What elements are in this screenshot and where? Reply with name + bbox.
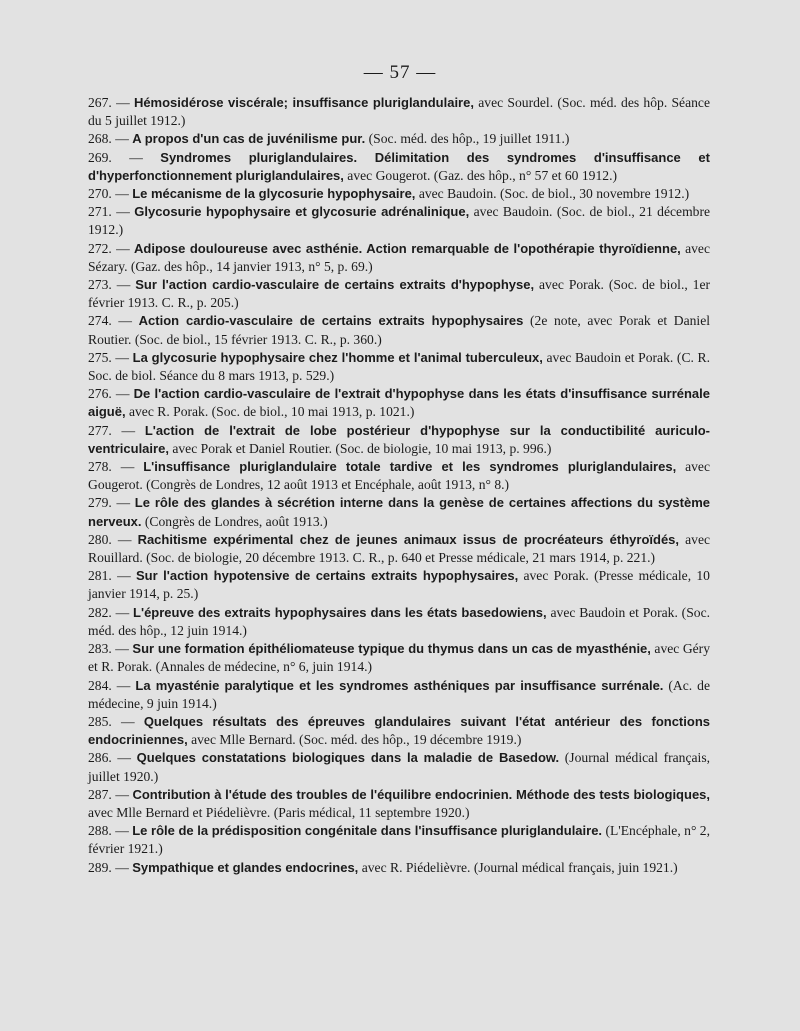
bibliography-list bbox=[88, 94, 710, 877]
bibliography-entry: 274. — Action cardio-vasculaire de certains extraits hypophysaires (2e note, avec Porak et Daniel Routier. (Soc. de biol., 15 février 1913. C. R., p. 360.) bbox=[88, 313, 711, 347]
entry-number: 273. bbox=[88, 277, 112, 293]
entry-number: 270. bbox=[88, 186, 112, 202]
entry-title: Le mécanisme de la glycosurie hypophysaire, bbox=[132, 186, 416, 202]
entry-title: Sur une formation épithéliomateuse typique du thymus dans un cas de myasthénie, bbox=[132, 641, 651, 657]
entry-title: Sympathique et glandes endocrines, bbox=[132, 859, 359, 875]
entry-citation: (Ac. de médecine, 9 juin 1914.) bbox=[88, 677, 710, 711]
entry-title: Quelques constatations biologiques dans la maladie de Basedow. bbox=[136, 750, 560, 766]
bibliography-entry: 268. — A propos d'un cas de juvénilisme pur. (Soc. méd. des hôp., 19 juillet 1911.) bbox=[88, 131, 570, 147]
entry-title: De l'action cardio-vasculaire de l'extrait d'hypophyse dans les états d'insuffisance surrénale aiguë, bbox=[88, 386, 710, 420]
entry-number: 283. bbox=[88, 641, 112, 657]
bibliography-entry: 288. — Le rôle de la prédisposition congénitale dans l'insuffisance pluriglandulaire. (L'Encéphale, n° 2, février 1921.) bbox=[88, 823, 710, 857]
entry-title: La glycosurie hypophysaire chez l'homme et l'animal tuberculeux, bbox=[132, 349, 543, 365]
entry-citation: avec Mlle Bernard. (Soc. méd. des hôp., 19 décembre 1919.) bbox=[187, 732, 522, 748]
entry-citation: avec Porak et Daniel Routier. (Soc. de biologie, 10 mai 1913, p. 996.) bbox=[168, 440, 552, 456]
entry-number: 282. bbox=[88, 604, 112, 620]
entry-number: 277. bbox=[88, 422, 112, 438]
entry-citation: avec Mlle Bernard et Piédelièvre. (Paris médical, 11 septembre 1920.) bbox=[88, 804, 470, 820]
entry-number: 286. bbox=[88, 750, 112, 766]
bibliography-entry: 279. — Le rôle des glandes à sécrétion interne dans la genèse de certaines affections du système nerveux. (Congrès de Londres, août 1913.) bbox=[88, 495, 711, 529]
entry-citation: (L'Encéphale, n° 2, février 1921.) bbox=[88, 823, 710, 857]
bibliography-entry: 271. — Glycosurie hypophysaire et glycosurie adrénalinique, avec Baudoin. (Soc. de biol., 21 décembre 1912.) bbox=[88, 204, 711, 238]
bibliography-entry: 284. — La myasténie paralytique et les syndromes asthéniques par insuffisance surrénale. (Ac. de médecine, 9 juin 1914.) bbox=[88, 677, 710, 711]
entry-number: 269. bbox=[88, 149, 112, 165]
bibliography-entry: 285. — Quelques résultats des épreuves glandulaires suivant l'état antérieur des fonctions endocriniennes, avec Mlle Bernard. (Soc. méd. des hôp., 19 décembre 1919.) bbox=[88, 713, 710, 748]
bibliography-entry: 281. — Sur l'action hypotensive de certains extraits hypophysaires, avec Porak. (Presse médicale, 10 janvier 1914, p. 25.) bbox=[88, 568, 710, 602]
bibliography-entry: 287. — Contribution à l'étude des troubles de l'équilibre endocrinien. Méthode des tests biologiques, avec Mlle Bernard et Piédelièvre. (Paris médical, 11 septembre 1920.) bbox=[88, 786, 711, 820]
entry-title: Le rôle de la prédisposition congénitale dans l'insuffisance pluriglandulaire. bbox=[132, 823, 603, 839]
entry-citation: avec Baudoin et Porak. (C. R. Soc. de biol. Séance du 8 mars 1913, p. 529.) bbox=[88, 349, 711, 384]
entry-citation: avec Baudoin. (Soc. de biol., 21 décembre 1912.) bbox=[88, 204, 711, 238]
page-number: — 57 — bbox=[363, 62, 437, 83]
entry-number: 287. bbox=[88, 786, 112, 802]
bibliography-entry: 278. — L'insuffisance pluriglandulaire totale tardive et les syndromes pluriglandulaires, avec Gougerot. (Congrès de Londres, 12 août 1913 et Encéphale, août 1913, n° 8.) bbox=[88, 459, 711, 493]
bibliography-entry: 283. — Sur une formation épithéliomateuse typique du thymus dans un cas de myasthénie, avec Géry et R. Porak. (Annales de médecine, n° 6, juin 1914.) bbox=[88, 641, 711, 675]
entry-citation: avec Sourdel. (Soc. méd. des hôp. Séance du 5 juillet 1912.) bbox=[88, 95, 710, 129]
entry-citation: avec Baudoin. (Soc. de biol., 30 novembre 1912.) bbox=[415, 186, 690, 202]
entry-title: Syndromes pluriglandulaires. Délimitation des syndromes d'insuffisance et d'hyperfonctionnement pluriglandulaires, bbox=[88, 149, 710, 183]
entry-number: 278. bbox=[88, 459, 112, 475]
entry-title: Rachitisme expérimental chez de jeunes animaux issus de procréateurs éthyroïdés, bbox=[137, 531, 680, 547]
bibliography-entry: 289. — Sympathique et glandes endocrines, avec R. Piédelièvre. (Journal médical français, juin 1921.) bbox=[88, 859, 678, 875]
bibliography-entry: 267. — Hémosidérose viscérale; insuffisance pluriglandulaire, avec Sourdel. (Soc. méd. des hôp. Séance du 5 juillet 1912.) bbox=[88, 95, 710, 129]
bibliography-entry: 277. — L'action de l'extrait de lobe postérieur d'hypophyse sur la conductibilité auriculo-ventriculaire, avec Porak et Daniel Routier. (Soc. de biologie, 10 mai 1913, p. 996.) bbox=[88, 422, 711, 456]
entry-title: Action cardio-vasculaire de certains extraits hypophysaires bbox=[138, 313, 524, 329]
entry-number: 275. bbox=[88, 349, 112, 365]
entry-citation: avec R. Porak. (Soc. de biol., 10 mai 1913, p. 1021.) bbox=[125, 404, 415, 420]
entry-citation: avec Gougerot. (Congrès de Londres, 12 août 1913 et Encéphale, août 1913, n° 8.) bbox=[88, 459, 711, 493]
entry-title: Le rôle des glandes à sécrétion interne dans la genèse de certaines affections du système nerveux. bbox=[88, 495, 711, 529]
entry-title: A propos d'un cas de juvénilisme pur. bbox=[132, 131, 366, 147]
entry-citation: avec Sézary. (Gaz. des hôp., 14 janvier 1913, n° 5, p. 69.) bbox=[88, 240, 711, 274]
entry-title: Glycosurie hypophysaire et glycosurie adrénalinique, bbox=[134, 204, 470, 220]
entry-number: 285. bbox=[88, 713, 112, 729]
entry-citation: avec Gougerot. (Gaz. des hôp., n° 57 et 60 1912.) bbox=[343, 167, 617, 183]
entry-title: Contribution à l'étude des troubles de l'équilibre endocrinien. Méthode des tests biologiques, bbox=[132, 786, 711, 802]
entry-number: 280. bbox=[88, 531, 112, 547]
entry-citation: avec Baudoin et Porak. (Soc. méd. des hôp., 12 juin 1914.) bbox=[88, 604, 710, 638]
entry-number: 281. bbox=[88, 568, 112, 584]
entry-number: 272. bbox=[88, 240, 112, 256]
entry-citation: avec Porak. (Presse médicale, 10 janvier 1914, p. 25.) bbox=[88, 568, 710, 602]
entry-citation: (Congrès de Londres, août 1913.) bbox=[141, 513, 328, 529]
entry-title: Hémosidérose viscérale; insuffisance pluriglandulaire, bbox=[133, 95, 474, 110]
entry-number: 279. bbox=[88, 495, 112, 511]
entry-citation: (Soc. méd. des hôp., 19 juillet 1911.) bbox=[365, 131, 570, 147]
entry-title: Adipose douloureuse avec asthénie. Action remarquable de l'opothérapie thyroïdienne, bbox=[134, 240, 681, 256]
bibliography-entry: 280. — Rachitisme expérimental chez de jeunes animaux issus de procréateurs éthyroïdés, avec Rouillard. (Soc. de biologie, 20 décembre 1913. C. R., p. 640 et Presse médicale, 21 mars 1914, p. 221.) bbox=[88, 531, 711, 566]
entry-citation: avec Géry et R. Porak. (Annales de médecine, n° 6, juin 1914.) bbox=[88, 641, 711, 675]
entry-title: Quelques résultats des épreuves glandulaires suivant l'état antérieur des fonctions endocriniennes, bbox=[88, 713, 710, 748]
bibliography-entry: 282. — L'épreuve des extraits hypophysaires dans les états basedowiens, avec Baudoin et Porak. (Soc. méd. des hôp., 12 juin 1914.) bbox=[88, 604, 710, 638]
entry-number: 276. bbox=[88, 386, 112, 402]
bibliography-entry: 275. — La glycosurie hypophysaire chez l'homme et l'animal tuberculeux, avec Baudoin et Porak. (C. R. Soc. de biol. Séance du 8 mars 1913, p. 529.) bbox=[88, 349, 711, 384]
entry-title: La myasténie paralytique et les syndromes asthéniques par insuffisance surrénale. bbox=[135, 677, 664, 693]
entry-number: 288. bbox=[88, 823, 112, 839]
entry-number: 289. bbox=[88, 859, 112, 875]
entry-number: 268. bbox=[88, 131, 112, 147]
entry-citation: avec Rouillard. (Soc. de biologie, 20 décembre 1913. C. R., p. 640 et Presse médicale, 21 mars 1914, p. 221.) bbox=[88, 531, 711, 566]
entry-number: 267. bbox=[88, 95, 112, 110]
entry-title: L'insuffisance pluriglandulaire totale tardive et les syndromes pluriglandulaires, bbox=[143, 459, 677, 475]
bibliography-entry: 272. — Adipose douloureuse avec asthénie. Action remarquable de l'opothérapie thyroïdienne, avec Sézary. (Gaz. des hôp., 14 janvier 1913, n° 5, p. 69.) bbox=[88, 240, 711, 274]
bibliography-entry: 269. — Syndromes pluriglandulaires. Délimitation des syndromes d'insuffisance et d'hyperfonctionnement pluriglandulaires, avec Gougerot. (Gaz. des hôp., n° 57 et 60 1912.) bbox=[88, 149, 710, 183]
entry-number: 284. bbox=[88, 677, 112, 693]
entry-title: L'action de l'extrait de lobe postérieur d'hypophyse sur la conductibilité auriculo-ventriculaire, bbox=[88, 422, 711, 456]
bibliography-entry: 270. — Le mécanisme de la glycosurie hypophysaire, avec Baudoin. (Soc. de biol., 30 novembre 1912.) bbox=[88, 186, 690, 202]
bibliography-entry: 273. — Sur l'action cardio-vasculaire de certains extraits d'hypophyse, avec Porak. (Soc. de biol., 1er février 1913. C. R., p. 205.) bbox=[88, 277, 711, 311]
entry-citation: (2e note, avec Porak et Daniel Routier. (Soc. de biol., 15 février 1913. C. R., p. 360.) bbox=[88, 313, 711, 347]
bibliography-entry: 286. — Quelques constatations biologiques dans la maladie de Basedow. (Journal médical français, juillet 1920.) bbox=[88, 750, 711, 784]
entry-title: L'épreuve des extraits hypophysaires dans les états basedowiens, bbox=[133, 604, 547, 620]
entry-citation: avec R. Piédelièvre. (Journal médical français, juin 1921.) bbox=[358, 859, 678, 875]
entry-title: Sur l'action hypotensive de certains extraits hypophysaires, bbox=[135, 568, 519, 584]
entry-citation: avec Porak. (Soc. de biol., 1er février 1913. C. R., p. 205.) bbox=[88, 277, 711, 311]
entry-number: 271. bbox=[88, 204, 112, 220]
entry-number: 274. bbox=[88, 313, 112, 329]
entry-citation: (Journal médical français, juillet 1920.) bbox=[88, 750, 711, 784]
entry-title: Sur l'action cardio-vasculaire de certains extraits d'hypophyse, bbox=[135, 277, 535, 293]
bibliography-entry: 276. — De l'action cardio-vasculaire de l'extrait d'hypophyse dans les états d'insuffisance surrénale aiguë, avec R. Porak. (Soc. de biol., 10 mai 1913, p. 1021.) bbox=[88, 386, 710, 420]
